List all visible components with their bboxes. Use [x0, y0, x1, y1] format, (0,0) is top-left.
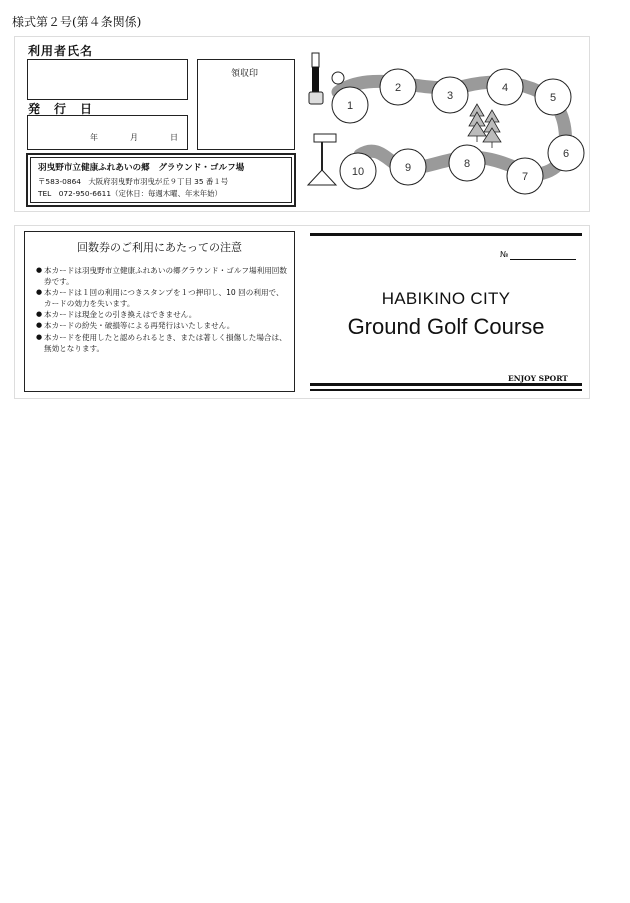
name-field[interactable]: [27, 59, 188, 100]
receipt-stamp-box[interactable]: [197, 59, 295, 150]
enjoy-sport-label: ENJOY SPORT: [508, 374, 568, 383]
hole-7-label: 7: [521, 171, 529, 183]
form-number: 様式第２号(第４条関係): [12, 15, 142, 29]
flag-icon: [308, 134, 336, 185]
title-city: HABIKINO CITY: [381, 289, 511, 308]
hole-5-label: 5: [549, 92, 557, 104]
facility-tel: TEL 072-950-6611（定休日：毎週木曜、年末年始）: [38, 189, 222, 198]
hole-3-label: 3: [446, 90, 454, 102]
hole-4-label: 4: [501, 82, 509, 94]
bottom-rule-thick: [310, 383, 582, 386]
top-rule: [310, 233, 582, 236]
facility-address: 〒583-0864 大阪府羽曳野市羽曳が丘９丁目 35 番１号: [38, 177, 229, 186]
notes-list: [36, 265, 288, 354]
note-item: ● 本カードは１回の利用につきスタンプを１つ押印し、10 回の利用で、カードの効力を失います。: [36, 287, 288, 309]
receipt-label: 領収印: [231, 69, 259, 79]
facility-box: [26, 153, 296, 207]
issue-date-label: 発 行 日: [28, 102, 94, 116]
notes-title: 回数券のご利用にあたっての注意: [77, 241, 242, 254]
hole-6-label: 6: [562, 148, 570, 160]
issue-date-field[interactable]: [27, 115, 188, 150]
note-item: ● 本カードは羽曳野市立健康ふれあいの郷グラウンド・ゴルフ場利用回数券です。: [36, 265, 288, 287]
tree-icon: [468, 104, 501, 148]
hole-2-label: 2: [394, 82, 402, 94]
month-label: 月: [130, 133, 138, 142]
note-item: ● 本カードの紛失・破損等による再発行はいたしません。: [36, 320, 288, 331]
hole-1-label: 1: [346, 100, 354, 112]
note-item: ● 本カードを使用したと認められるとき、または著しく損傷した場合は、無効となります。: [36, 332, 288, 354]
golf-ball-icon: [332, 72, 344, 84]
course-map: [300, 40, 590, 210]
golf-club-icon: [309, 53, 323, 104]
number-label: №: [500, 250, 509, 259]
facility-name: 羽曳野市立健康ふれあいの郷 グラウンド・ゴルフ場: [38, 163, 245, 173]
title-course: Ground Golf Course: [347, 314, 545, 339]
hole-10-label: 10: [351, 166, 365, 178]
hole-8-label: 8: [463, 158, 471, 170]
hole-9-label: 9: [404, 162, 412, 174]
name-label: 利用者氏名: [28, 44, 94, 58]
number-underline: [510, 259, 576, 260]
note-item: ● 本カードは現金との引き換えはできません。: [36, 309, 288, 320]
day-label: 日: [170, 133, 178, 142]
year-label: 年: [90, 133, 98, 142]
bottom-rule-thin: [310, 389, 582, 391]
